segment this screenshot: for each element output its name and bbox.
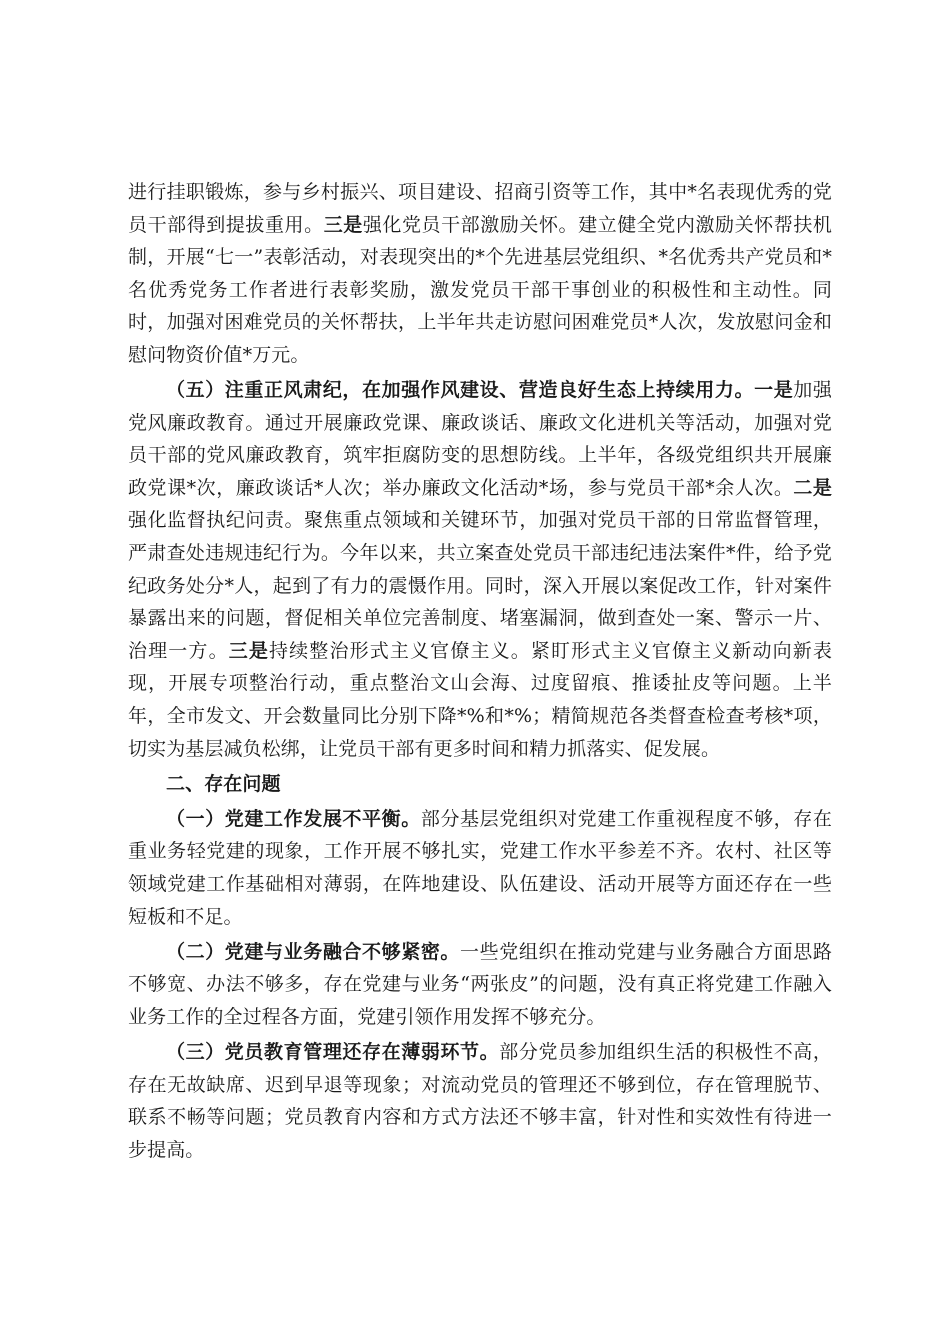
paragraph-text: 强化党员干部激励关怀。建立健全党内激励关怀帮扶机制，开展“七一”表彰活动，对表现突出的*个先进基层党组织、*名优秀共产党员和*名优秀党务工作者进行表彰奖励，激发党员干部干事创业的积极性和主动性。同时，加强对困难党员的关怀帮扶，上半年共走访慰问困难党员*人次，发放慰问金和慰问物资价值*万元。 <box>128 213 832 366</box>
document-body <box>128 176 832 1166</box>
bold-lead: （三）党员教育管理还存在薄弱环节。 <box>166 1040 500 1063</box>
bold-lead: 三是 <box>323 213 363 236</box>
paragraph-section-five <box>128 374 832 765</box>
paragraph-problem-one <box>128 803 832 933</box>
paragraph-text: 加强党风廉政教育。通过开展廉政党课、廉政谈话、廉政文化进机关等活动，加强对党员干部的党风廉政教育，筑牢拒腐防变的思想防线。上半年，各级党组织共开展廉政党课*次，廉政谈话*人次；举办廉政文化活动*场，参与党员干部*余人次。 <box>128 379 832 499</box>
bold-lead: 二是 <box>793 476 832 499</box>
bold-lead: 三是 <box>228 639 270 662</box>
paragraph-problem-two <box>128 936 832 1034</box>
paragraph-text: 进行挂职锻炼，参与乡村振兴、项目建设、招商引资等工作，其中*名表现优秀的党员干部得到提拔重用。 <box>128 181 832 236</box>
bold-lead: （五）注重正风肃纪，在加强作风建设、营造良好生态上持续用力。一是 <box>166 379 794 402</box>
paragraph-text: 部分基层党组织对党建工作重视程度不够，存在重业务轻党建的现象，工作开展不够扎实，党建工作水平参差不齐。农村、社区等领域党建工作基础相对薄弱，在阵地建设、队伍建设、活动开展等方面还存在一些短板和不足。 <box>128 807 832 928</box>
paragraph-text: 一些党组织在推动党建与业务融合方面思路不够宽、办法不够多，存在党建与业务“两张皮”的问题，没有真正将党建工作融入业务工作的全过程各方面，党建引领作用发挥不够充分。 <box>128 940 832 1028</box>
paragraph-text: 部分党员参加组织生活的积极性不高，存在无故缺席、迟到早退等现象；对流动党员的管理还不够到位，存在管理脱节、联系不畅等问题；党员教育内容和方式方法还不够丰富，针对性和实效性有待进一步提高。 <box>128 1040 832 1161</box>
paragraph-text: 持续整治形式主义官僚主义。紧盯形式主义官僚主义新动向新表现，开展专项整治行动，重点整治文山会海、过度留痕、推诿扯皮等问题。上半年，全市发文、开会数量同比分别下降*%和*%；精简规范各类督查检查考核*项，切实为基层减负松绑，让党员干部有更多时间和精力抓落实、促发展。 <box>128 639 832 760</box>
bold-lead: （二）党建与业务融合不够紧密。 <box>166 940 461 963</box>
paragraph-continuation <box>128 176 832 372</box>
paragraph-text: 强化监督执纪问责。聚焦重点领域和关键环节，加强对党员干部的日常监督管理，严肃查处违规违纪行为。今年以来，共立案查处党员干部违纪违法案件*件，给予党纪政务处分*人，起到了有力的震慑作用。同时，深入开展以案促改工作，针对案件暴露出来的问题，督促相关单位完善制度、堵塞漏洞，做到查处一案、警示一片、治理一方。 <box>128 509 832 662</box>
section-heading: 二、存在问题 <box>166 772 281 795</box>
paragraph-problem-three <box>128 1036 832 1166</box>
bold-lead: （一）党建工作发展不平衡。 <box>166 807 421 830</box>
